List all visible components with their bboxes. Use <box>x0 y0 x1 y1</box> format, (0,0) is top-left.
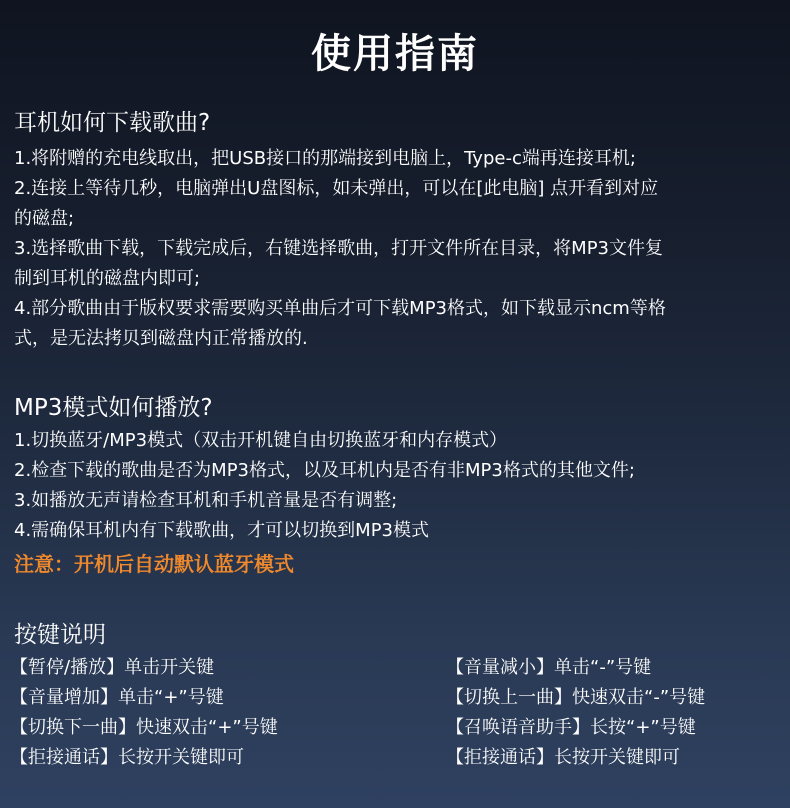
download-step-line: 制到耳机的磁盘内即可; <box>14 268 201 289</box>
button-instruction-left: 【暂停/播放】单击开关键 <box>10 657 215 678</box>
mp3-step-line: 4.需确保耳机内有下载歌曲，才可以切换到MP3模式 <box>14 520 430 541</box>
download-step-line: 的磁盘; <box>14 208 75 229</box>
download-step-line: 式，是无法拷贝到磁盘内正常播放的. <box>14 328 308 349</box>
download-step-line: 1.将附赠的充电线取出，把USB接口的那端接到电脑上，Type-c端再连接耳机; <box>14 148 636 169</box>
button-instruction-right: 【召唤语音助手】长按“+”号键 <box>446 717 696 738</box>
page-title: 使用指南 <box>311 31 479 77</box>
download-step-line: 2.连接上等待几秒，电脑弹出U盘图标，如未弹出，可以在[此电脑] 点开看到对应 <box>14 178 659 199</box>
section-heading-mp3-mode: MP3模式如何播放? <box>14 395 213 421</box>
section-heading-buttons: 按键说明 <box>14 622 106 648</box>
button-instruction-left: 【拒接通话】长按开关键即可 <box>10 747 244 768</box>
button-instruction-left: 【切换下一曲】快速双击“+”号键 <box>10 717 278 738</box>
section-heading-download: 耳机如何下载歌曲? <box>14 110 211 136</box>
download-step-line: 4.部分歌曲由于版权要求需要购买单曲后才可下载MP3格式，如下载显示ncm等格 <box>14 298 666 319</box>
mode-note: 注意：开机后自动默认蓝牙模式 <box>14 552 294 576</box>
button-instruction-right: 【音量减小】单击“-”号键 <box>446 657 652 678</box>
mp3-step-line: 3.如播放无声请检查耳机和手机音量是否有调整; <box>14 490 398 511</box>
button-instruction-right: 【切换上一曲】快速双击“-”号键 <box>446 687 706 708</box>
mp3-step-line: 2.检查下载的歌曲是否为MP3格式，以及耳机内是否有非MP3格式的其他文件; <box>14 460 635 481</box>
button-instruction-right: 【拒接通话】长按开关键即可 <box>446 747 680 768</box>
button-instruction-left: 【音量增加】单击“+”号键 <box>10 687 224 708</box>
download-step-line: 3.选择歌曲下载，下载完成后，右键选择歌曲，打开文件所在目录，将MP3文件复 <box>14 238 664 259</box>
mp3-step-line: 1.切换蓝牙/MP3模式（双击开机键自由切换蓝牙和内存模式） <box>14 430 508 451</box>
